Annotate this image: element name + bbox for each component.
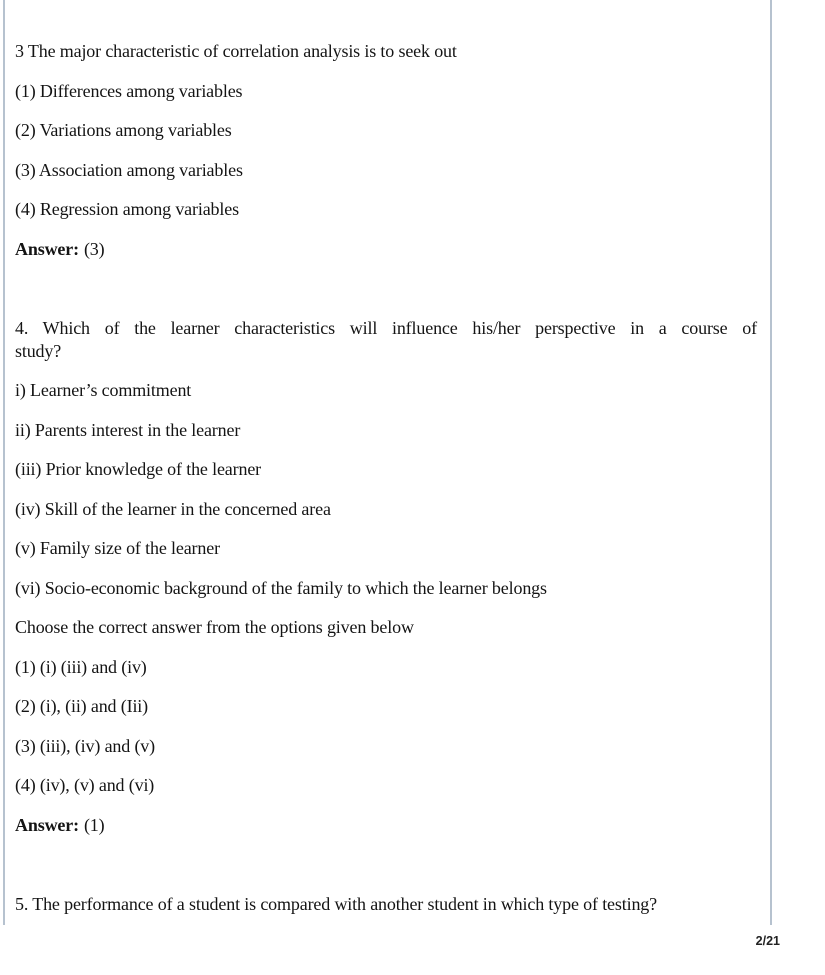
q4-answer: [15, 814, 757, 837]
page-number: 2/21: [755, 934, 780, 948]
q4-option-4: (4) (iv), (v) and (vi): [15, 775, 155, 795]
q4-choose-instruction: Choose the correct answer from the options given below: [15, 617, 414, 637]
q4-item-i: i) Learner’s commitment: [15, 380, 192, 400]
q3-heading: 3 The major characteristic of correlation analysis is to seek out: [15, 41, 457, 61]
q3-answer-label: Answer:: [15, 238, 79, 259]
q4-option-2: (2) (i), (ii) and (Iii): [15, 696, 148, 716]
q4-heading-line-2: study?: [15, 340, 62, 361]
q4-answer-label: Answer:: [15, 814, 79, 835]
q4-option-1: (1) (i) (iii) and (iv): [15, 656, 147, 677]
q3-answer-value: (3): [83, 238, 105, 259]
q4-item-iii: (iii) Prior knowledge of the learner: [15, 459, 262, 479]
q4-item-iv: (iv) Skill of the learner in the concerned area: [15, 498, 331, 519]
q3-option-1: (1) Differences among variables: [15, 80, 243, 101]
q5-heading: 5. The performance of a student is compared with another student in which type of testing?: [15, 893, 657, 914]
q4-item-v: (v) Family size of the learner: [15, 538, 220, 558]
q3-option-4: (4) Regression among variables: [15, 199, 239, 219]
q4-option-3: (3) (iii), (iv) and (v): [15, 735, 155, 756]
q3-answer: [15, 238, 757, 261]
q4-item-vi: (vi) Socio-economic background of the family to which the learner belongs: [15, 577, 547, 598]
q4-answer-value: (1): [83, 814, 105, 835]
q4-heading-line-1: 4. Which of the learner characteristics will influence his/her perspective in a course of: [15, 317, 757, 338]
q3-option-2: (2) Variations among variables: [15, 120, 232, 140]
q4-item-ii: ii) Parents interest in the learner: [15, 419, 241, 440]
q3-option-3: (3) Association among variables: [15, 159, 243, 180]
content-cell: [3, 0, 772, 925]
